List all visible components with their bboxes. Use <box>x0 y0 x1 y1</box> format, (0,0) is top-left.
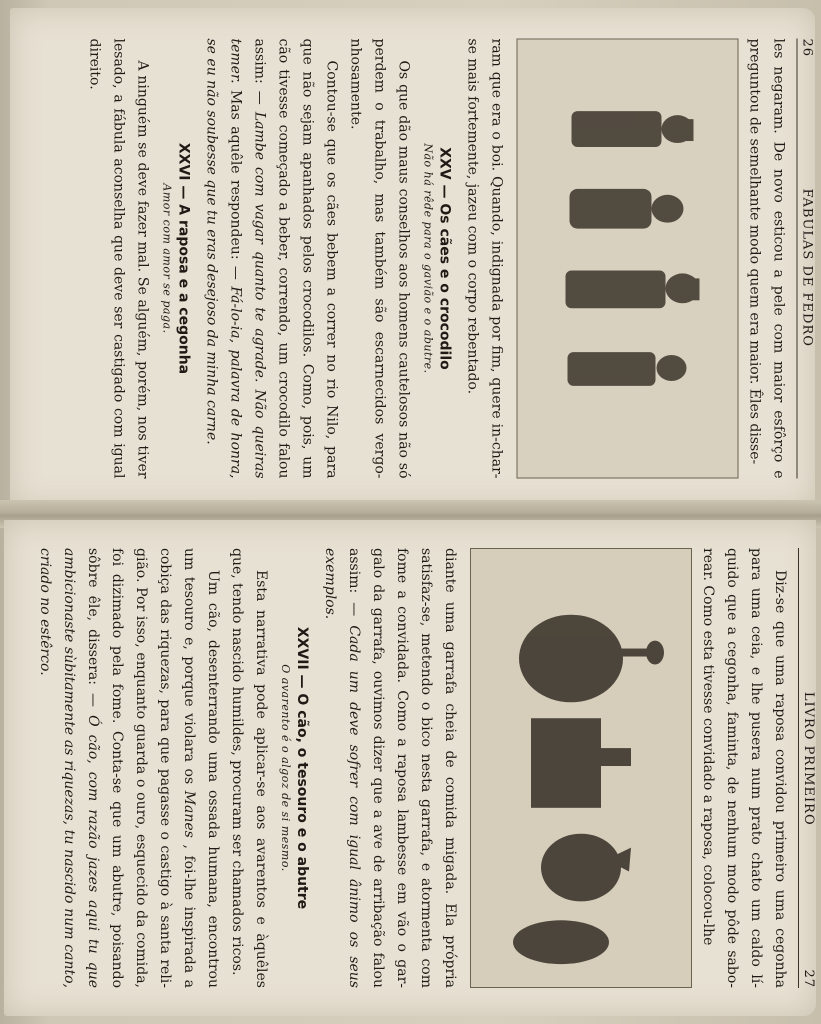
italic-speech: Ó cão, com razão jazes aqui tu que ambicionaste sùbitamente as riquezas, tu nascido num canto, criado no estêrco. <box>37 548 101 988</box>
paragraph: A ninguém se deve fazer mal. Se alguém, porém, nos tiver lesado, a fábula aconselha que deve ser castigado com igual direito. <box>86 38 151 479</box>
paragraph: Esta narrativa pode aplicar-se aos avarentos e àquêles que, tendo nascido humildes, procuram ser chamados ricos. <box>229 548 269 988</box>
text-run: Um cão, desenterrando uma ossada humana, encontrou um tesouro e, porque violara os <box>181 548 221 988</box>
paragraph <box>318 548 462 988</box>
fable-heading-25: XXV — Os cães e o crocodilo <box>436 147 453 370</box>
page-number-26: 26 <box>799 38 815 58</box>
italic-speech: Cada um deve sofrer com igual ânimo os seus exemplos. <box>322 548 362 988</box>
paragraph: les negaram. De novo esticou a pele com maior esfôrço e preguntou de semelhante modo quem era maior. Êles disse- <box>746 38 787 479</box>
paragraph: Diz-se que uma raposa convidou primeiro uma cegonha para uma ceia, e lhe pusera num prato chato um caldo lí-quido que a cegonha, faminta, de nenhum modo pôde sabo-rear. Como esta tivesse convidado a raposa, colocou-lhe <box>700 548 788 988</box>
italic-speech: Lambe com vagar quanto te agrade. Não queiras temer. <box>227 38 268 479</box>
running-header-26 <box>797 39 815 479</box>
paragraph <box>33 548 225 988</box>
text-run: , foi-lhe inspirada a cobiça das riquezas, para que pagasse o castigo à santa reli-gião. Por isso, enquanto guarda o ouro, esquecido da comida, foi dizimado pela fome. Conta-se que um abutre, poisando sôbre êle, dissera: — <box>85 548 197 988</box>
paragraph: Os que dão maus conselhos aos homens cautelosos não só perdem o trabalho, mas também são escarnecidos vergo-nhosamente. <box>347 38 412 479</box>
fable-motto-25: Não há rêde para o gavião e o abutre. <box>421 143 435 374</box>
paragraph <box>200 39 344 479</box>
text-run: diante uma garrafa cheia de comida migada. Ela própria satisfaz-se, metendo o bico nesta garrafa, e atormenta com fome a convidada. Como a raposa lambesse em vão o gar-galo da garrafa, ouvimos dizer que a ave de arribação falou assim: — <box>346 548 458 988</box>
running-head-26: FABULAS DE FEDRO <box>799 188 815 347</box>
fable-heading-27: XXVII — O cão, o tesouro e o abutre <box>294 626 310 910</box>
illustration-fox-and-stork-engraving <box>470 548 692 988</box>
page-26-content <box>10 39 815 479</box>
text-run: Contou-se que os cães bebem a correr no rio Nilo, para que não sejam apanhados pelos crocodilos. Como, pois, um cão tivesse começado a beber, correndo, um crocodilo falou assim: — <box>251 38 340 479</box>
engraving-fox-stork <box>471 549 691 987</box>
fable-motto-27: O avarento é o algoz de si mesmo. <box>279 664 292 872</box>
page-26 <box>10 8 815 508</box>
illustration-men-engraving <box>517 39 739 479</box>
page-27-content <box>4 548 816 988</box>
fable-heading-26: XXVI — A raposa e a cegonha <box>175 142 192 375</box>
italic-word: Manes <box>181 790 197 838</box>
fable-motto-26: Amor com amor se paga. <box>160 183 174 334</box>
engraving-figures <box>518 40 738 478</box>
running-head-27: LIVRO PRIMEIRO <box>801 691 816 826</box>
italic-speech: Fá-lo-ia, palavra de honra, se eu não soubesse que tu eras desejoso da minha carne. <box>203 38 244 479</box>
text-run: Mas aquêle respondeu: — <box>227 89 244 280</box>
page-27 <box>4 520 816 1016</box>
running-header-27 <box>798 548 816 988</box>
page-number-27: 27 <box>801 969 816 988</box>
paragraph: ram que era o boi. Quando, indignada por fim, quere in-char-se mais fortemente, jazeu com o corpo rebentado. <box>464 38 505 479</box>
